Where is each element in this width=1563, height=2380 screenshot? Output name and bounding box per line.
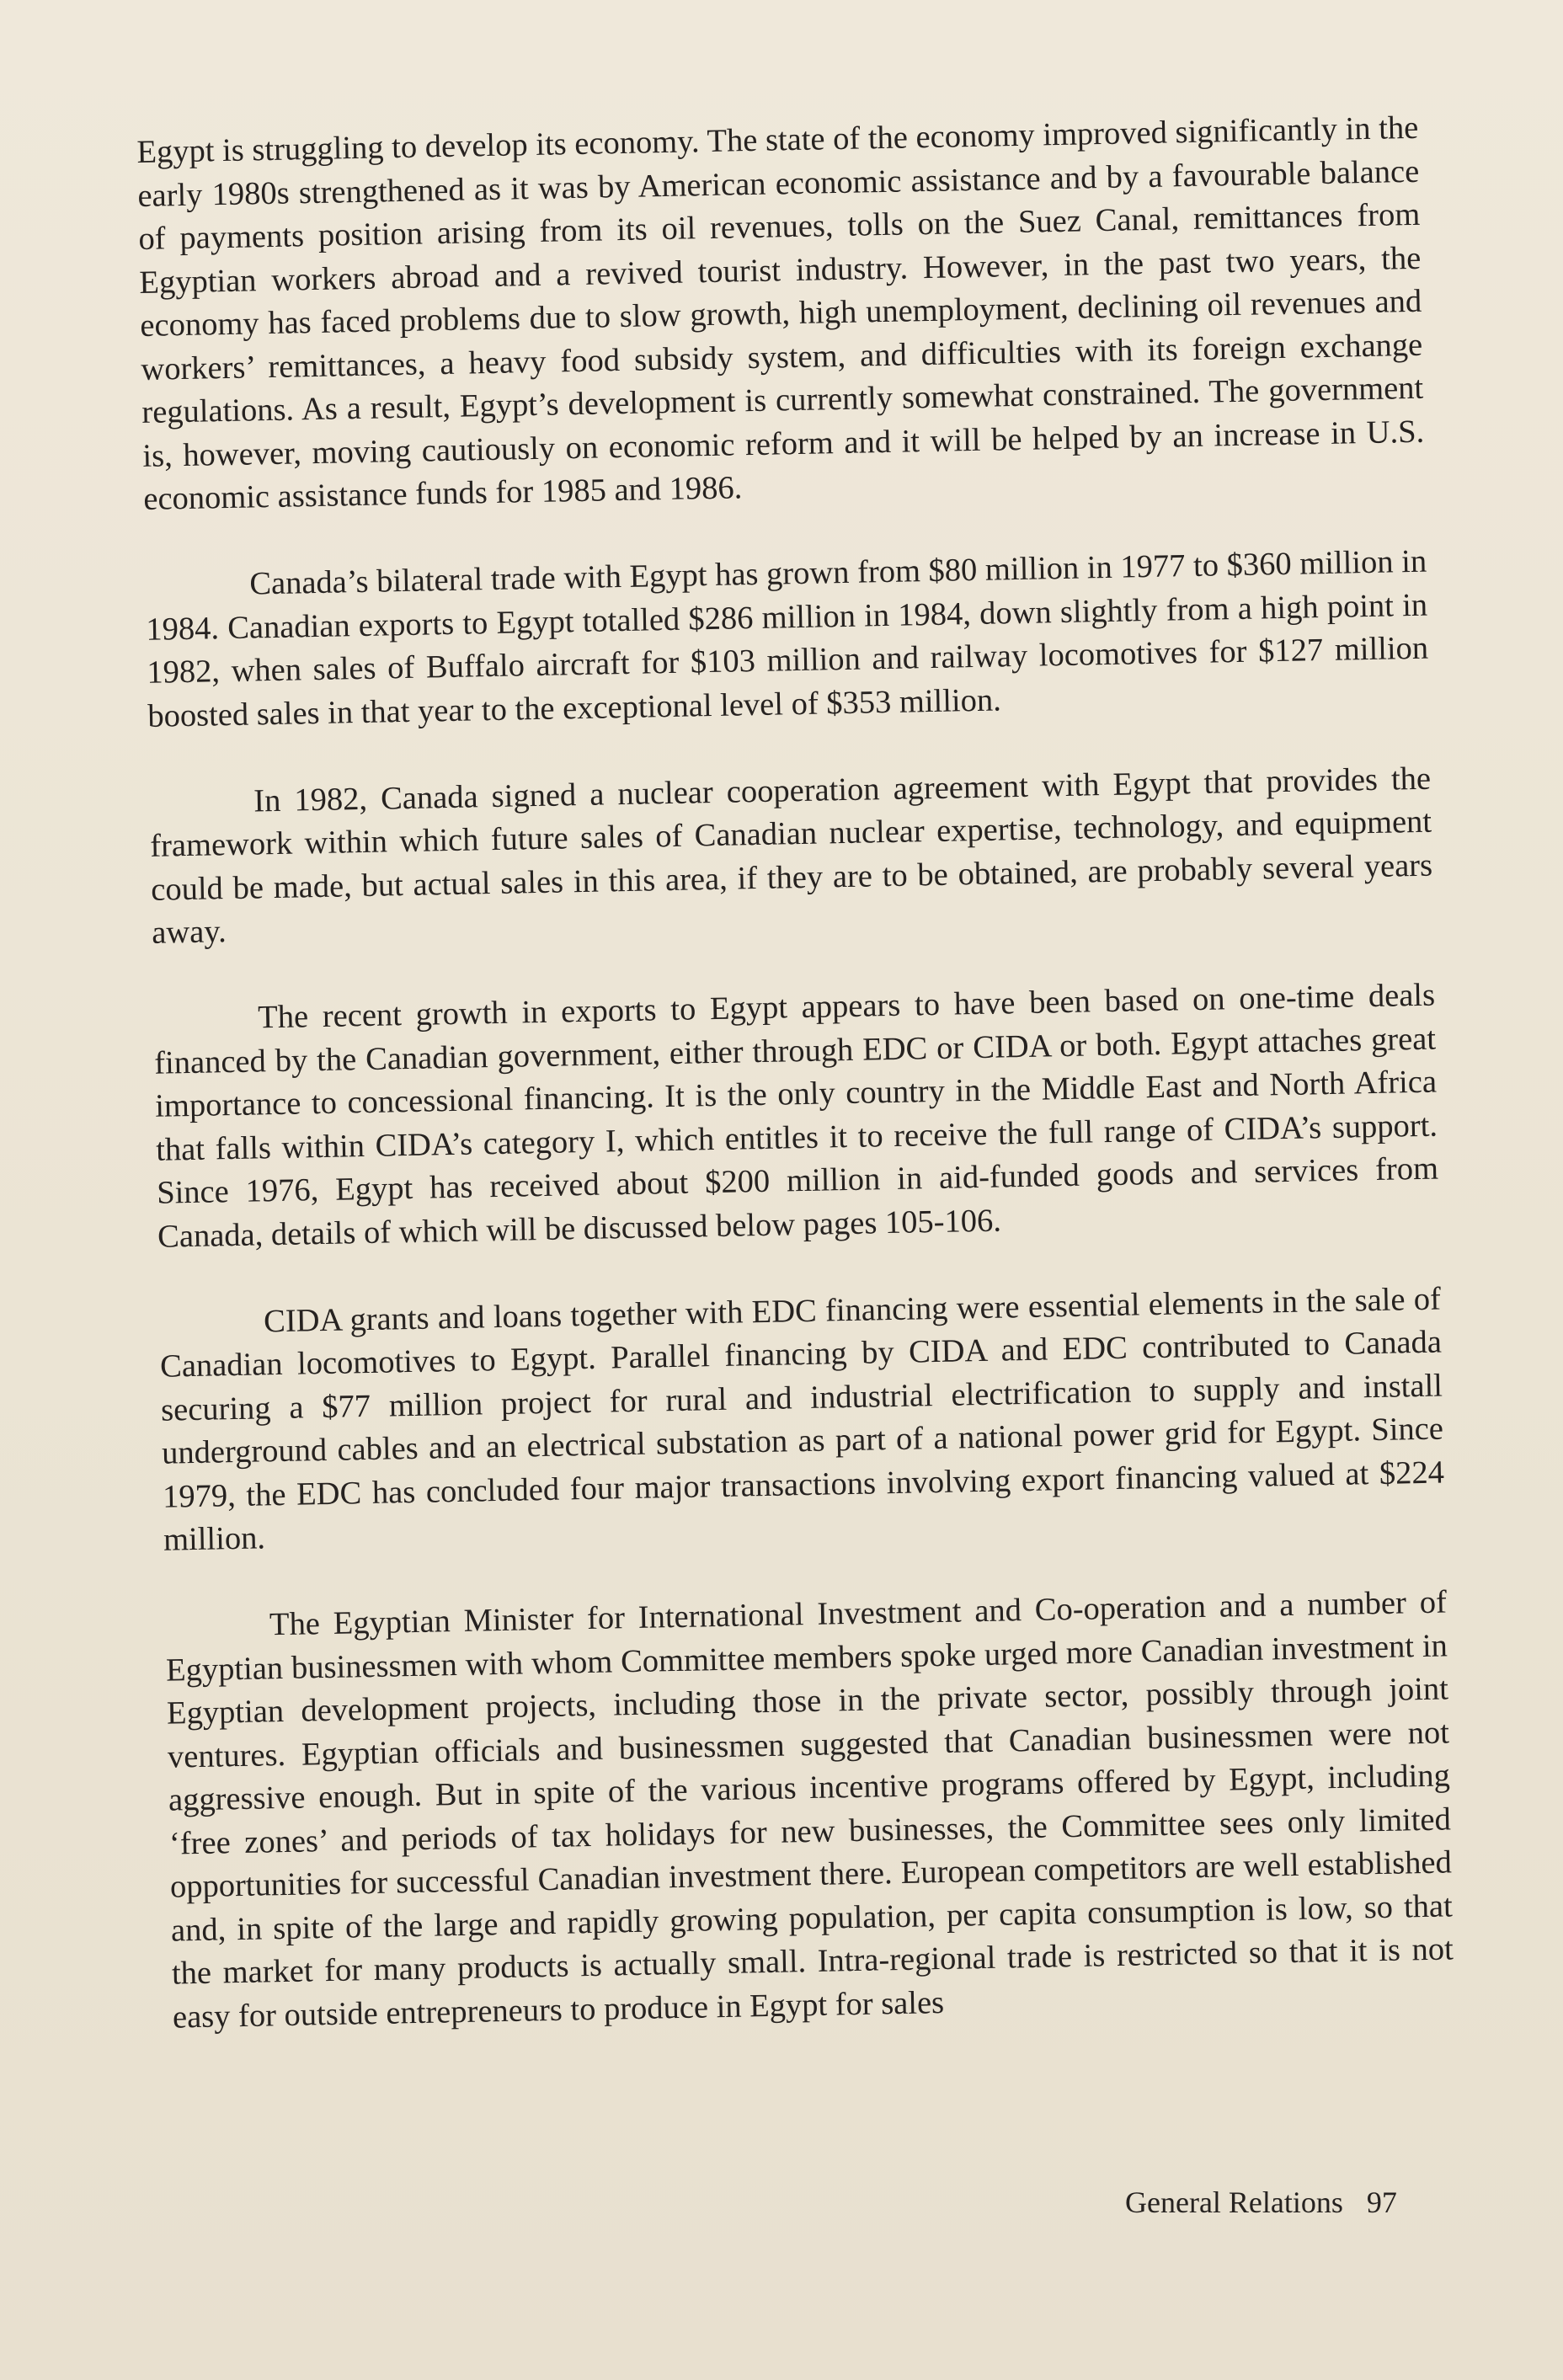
page-number: 97	[1366, 2185, 1397, 2219]
paragraph-investment: The Egyptian Minister for International Investment and Co-operation and a number of Egyptian businessmen with whom Committee members spoke urged more Canadian investment in Egyptian development projects, including those in the private sector, possibly through joint ventures. Egyptian officials and businessmen suggested that Canadian businessmen were not aggressive enough. But in spite of the various incentive programs offered by Egypt, including ‘free zones’ and periods of tax holidays for new businesses, the Committee sees only limited opportunities for successful Canadian investment there. European competitors are well established and, in spite of the large and rapidly growing population, per capita consumption is low, so that the market for many products is actually small. Intra-regional trade is restricted so that it is not easy for outside entrepreneurs to produce in Egypt for sales	[165, 1584, 1454, 2036]
paragraph-bilateral-trade: Canada’s bilateral trade with Egypt has grown from $80 million in 1977 to $360 million in 1984. Canadian exports to Egypt totalled $286 million in 1984, down slightly from a high point in 1982, when sales of Buffalo aircraft for $103 million and railway locomotives for $127 million boosted sales in that year to the exceptional level of $353 million.	[145, 543, 1429, 734]
body-text	[136, 107, 1455, 2083]
page-footer	[1125, 2185, 1397, 2220]
paragraph-cida-edc-financing: CIDA grants and loans together with EDC financing were essential elements in the sale of Canadian locomotives to Egypt. Parallel financing by CIDA and EDC contributed to Canada securing a $77 million project for rural and industrial electrification to supply and install underground cables and an electrical substation as part of a national power grid for Egypt. Since 1979, the EDC has concluded four major transactions involving export financing valued at $224 million.	[159, 1281, 1445, 1558]
running-footer-title: General Relations	[1125, 2185, 1343, 2219]
paragraph-export-growth: The recent growth in exports to Egypt appears to have been based on one-time deals financed by the Canadian government, either through EDC or CIDA or both. Egypt attaches great importance to concessional financing. It is the only country in the Middle East and North Africa that falls within CIDA’s category I, which entitles it to receive the full range of CIDA’s support. Since 1976, Egypt has received about $200 million in aid-funded goods and services from Canada, details of which will be discussed below pages 105-106.	[153, 977, 1439, 1255]
paragraph-nuclear-agreement: In 1982, Canada signed a nuclear cooperation agreement with Egypt that provides the framework within which future sales of Canadian nuclear expertise, technology, and equipment could be made, but actual sales in this area, if they are to be obtained, are probably several years away.	[149, 760, 1433, 951]
paragraph-economy-overview: Egypt is struggling to develop its economy. The state of the economy improved significantly in the early 1980s strengthened as it was by American economic assistance and by a favourable balance of payments position arising from its oil revenues, tolls on the Suez Canal, remittances from Egyptian workers abroad and a revived tourist industry. However, in the past two years, the economy has faced problems due to slow growth, high unemployment, declining oil revenues and workers’ remittances, a heavy food subsidy system, and difficulties with its foreign exchange regulations. As a result, Egypt’s development is currently somewhat constrained. The government is, however, moving cautiously on economic reform and it will be helped by an increase in U.S. economic assistance funds for 1985 and 1986.	[136, 109, 1425, 517]
